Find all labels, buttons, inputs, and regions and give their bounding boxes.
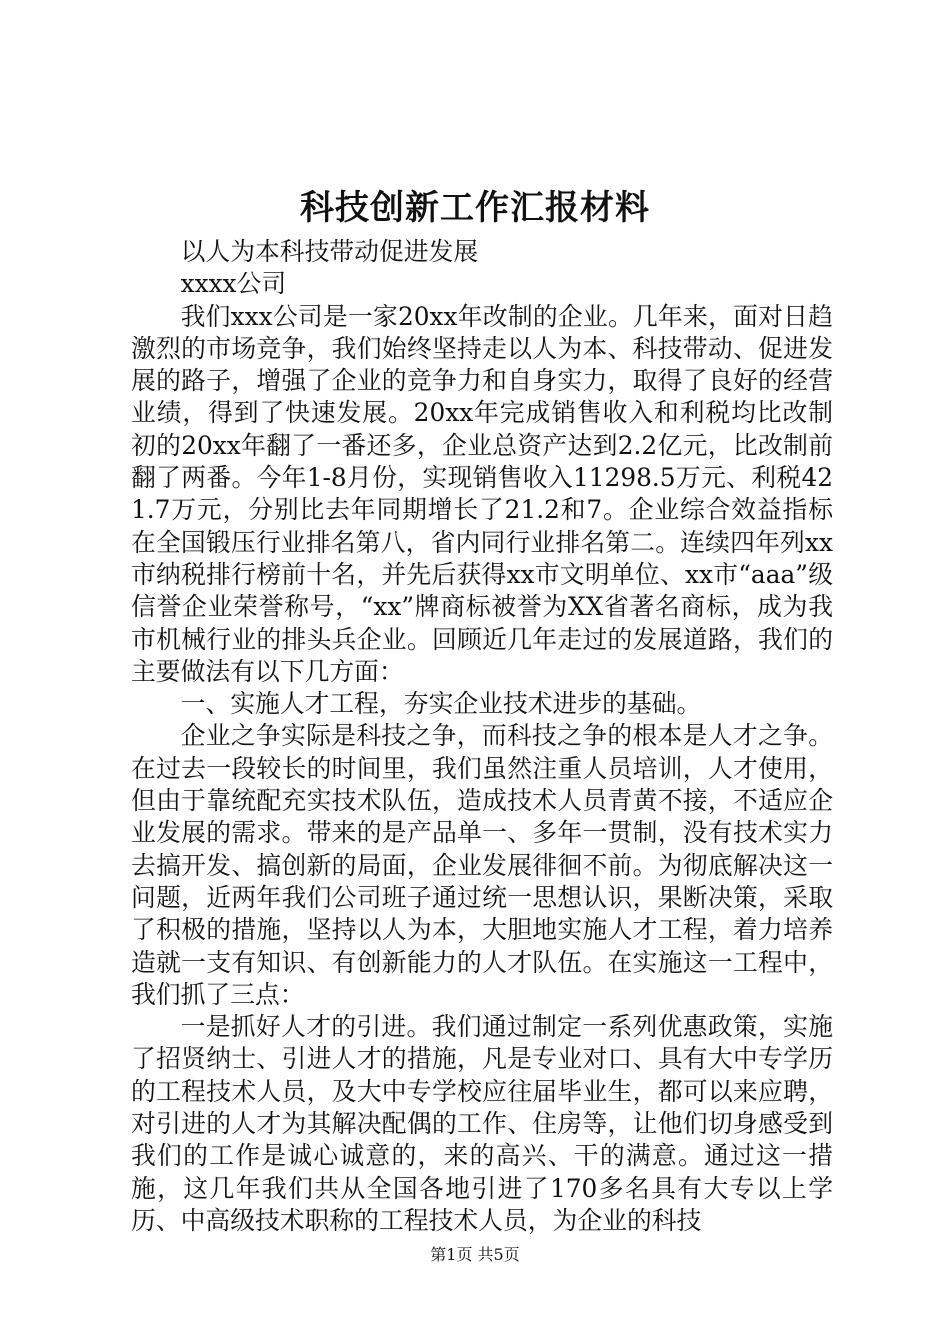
company-paragraph: xxxx公司	[180, 269, 287, 299]
recruitment-paragraph: 一是抓好人才的引进。我们通过制定一系列优惠政策，实施了招贤纳士、引进人才的措施，凡是专业对口、具有大中专学历的工程技术人员，及大中专学校应往届毕业生，都可以来应聘，对引进的人才为其解决配偶的工作、住房等，让他们切身感受到我们的工作是诚心诚意的，来的高兴、干的满意。通过这一措施，这几年我们共从全国各地引进了170多名具有大专以上学历、中高级技术职称的工程技术人员，为企业的科技	[131, 1012, 833, 1235]
document-body	[131, 236, 833, 1237]
section-heading-paragraph: 一、实施人才工程，夯实企业技术进步的基础。	[180, 689, 702, 719]
page-number-footer: 第1页 共5页	[430, 1245, 520, 1264]
intro-paragraph: 我们xxx公司是一家20xx年改制的企业。几年来，面对日趋激烈的市场竞争，我们始终坚持走以人为本、科技带动、促进发展的路子，增强了企业的竞争力和自身实力，取得了良好的经营业绩，得到了快速发展。20xx年完成销售收入和利税均比改制初的20xx年翻了一番还多，企业总资产达到2.2亿元，比改制前翻了两番。今年1-8月份，实现销售收入11298.5万元、利税421.7万元，分别比去年同期增长了21.2和7。企业综合效益指标在全国锻压行业排名第八，省内同行业排名第二。连续四年列xx市纳税排行榜前十名，并先后获得xx市文明单位、xx市“aaa”级信誉企业荣誉称号，“xx”牌商标被誉为XX省著名商标，成为我市机械行业的排头兵企业。回顾近几年走过的发展道路，我们的主要做法有以下几方面：	[131, 301, 833, 686]
talent-paragraph: 企业之争实际是科技之争，而科技之争的根本是人才之争。在过去一段较长的时间里，我们虽然注重人员培训，人才使用，但由于靠统配充实技术队伍，造成技术人员青黄不接，不适应企业发展的需求。带来的是产品单一、多年一贯制，没有技术实力去搞开发、搞创新的局面，企业发展徘徊不前。为彻底解决这一问题，近两年我们公司班子通过统一思想认识，果断决策，采取了积极的措施，坚持以人为本，大胆地实施人才工程，着力培养造就一支有知识、有创新能力的人才队伍。在实施这一工程中，我们抓了三点：	[131, 721, 833, 1009]
document-title: 科技创新工作汇报材料	[300, 188, 650, 228]
subtitle-paragraph: 以人为本科技带动促进发展	[180, 237, 479, 266]
